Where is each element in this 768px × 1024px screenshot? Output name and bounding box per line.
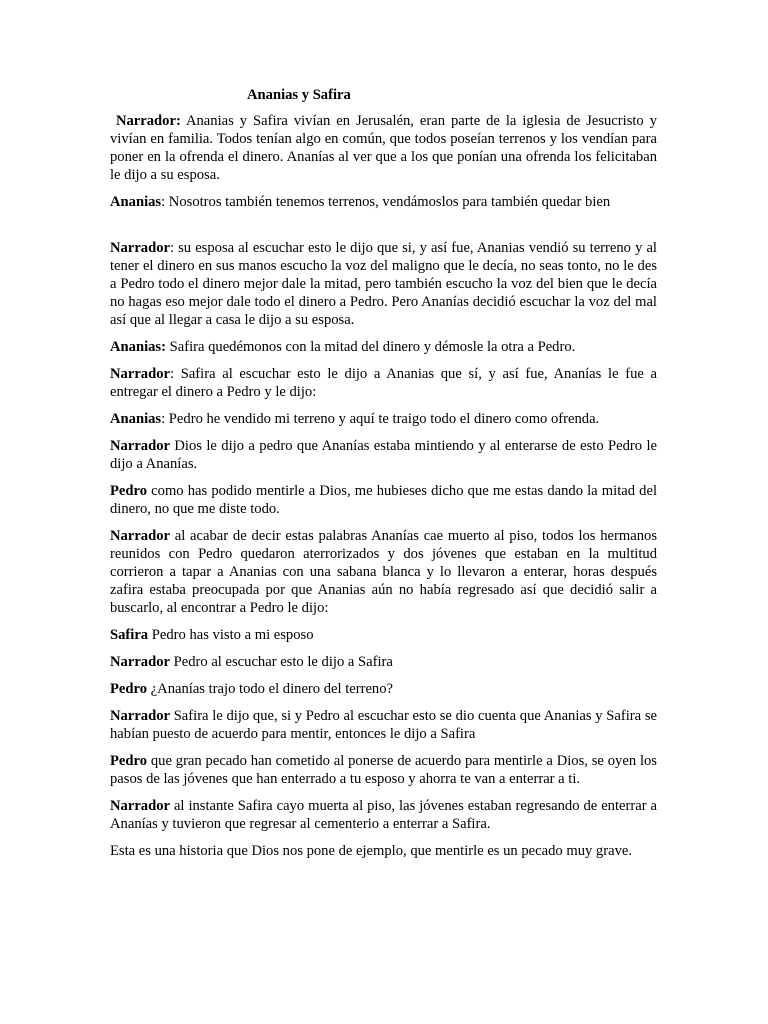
paragraph-text: como has podido mentirle a Dios, me hubieses dicho que me estas dando la mitad del dinero, no que me diste todo. xyxy=(110,483,657,517)
paragraph-11 xyxy=(110,653,657,671)
paragraph-8 xyxy=(110,482,657,518)
paragraph-12 xyxy=(110,680,657,698)
speaker-label: Pedro xyxy=(110,681,148,697)
paragraph-2 xyxy=(110,193,657,211)
paragraph-text: : Safira al escuchar esto le dijo a Ananias que sí, y así fue, Ananías le fue a entregar el dinero a Pedro y le dijo: xyxy=(110,366,657,400)
speaker-label: Narrador xyxy=(110,798,170,814)
speaker-label: Narrador xyxy=(110,366,170,382)
speaker-label: Ananias xyxy=(110,194,162,210)
paragraph-text: Ananias y Safira vivían en Jerusalén, eran parte de la iglesia de Jesucristo y vivían en familia. Todos tenían algo en común, que todos poseían terrenos y los vendían para poner en la ofrenda el dinero. Ananías al ver que a los que ponían una ofrenda los felicitaban le dijo a su esposa. xyxy=(110,113,657,183)
speaker-label: Narrador xyxy=(110,708,170,724)
paragraph-3 xyxy=(110,239,657,329)
paragraph-6 xyxy=(110,410,657,428)
paragraph-13 xyxy=(110,707,657,743)
paragraph-16 xyxy=(110,842,657,860)
paragraph-text: Safira le dijo que, si y Pedro al escuchar esto se dio cuenta que Ananias y Safira se habían puesto de acuerdo para mentir, entonces le dijo a Safira xyxy=(110,708,657,742)
paragraph-14 xyxy=(110,752,657,788)
speaker-label: Narrador xyxy=(110,438,170,454)
paragraph-text: : su esposa al escuchar esto le dijo que si, y así fue, Ananias vendió su terreno y al tener el dinero en sus manos escucho la voz del maligno que le decía, no seas tonto, no le des a Pedro todo el dinero mejor dale la mitad, pero también escucho la voz del bien que le decía no hagas eso mejor dale todo el dinero a Pedro. Pero Ananías decidió escuchar la voz del mal así que al llegar a casa le dijo a su esposa. xyxy=(110,240,657,328)
paragraph-9 xyxy=(110,527,657,617)
speaker-label: Narrador xyxy=(110,528,170,544)
paragraph-text: ¿Ananías trajo todo el dinero del terreno? xyxy=(147,681,394,697)
speaker-label: Pedro xyxy=(110,483,148,499)
paragraph-text: al acabar de decir estas palabras Ananías cae muerto al piso, todos los hermanos reunidos con Pedro quedaron aterrorizados y dos jóvenes que estaban en la multitud corrieron a tapar a Ananias con una sabana blanca y lo llevaron a enterar, horas después zafira estaba preocupada por que Ananias aún no había regresado así que decidió salir a buscarlo, al encontrar a Pedro le dijo: xyxy=(110,528,657,616)
speaker-label: Pedro xyxy=(110,753,148,769)
speaker-label: Narrador xyxy=(110,240,170,256)
speaker-label: Ananias xyxy=(110,411,162,427)
paragraph-1 xyxy=(110,112,657,184)
paragraph-5 xyxy=(110,365,657,401)
paragraph-text: Safira quedémonos con la mitad del dinero y démosle la otra a Pedro. xyxy=(165,339,576,355)
paragraph-text: : Nosotros también tenemos terrenos, vendámoslos para también quedar bien xyxy=(161,194,611,210)
paragraph-15 xyxy=(110,797,657,833)
speaker-label: Narrador: xyxy=(115,113,181,129)
paragraph-text: Pedro al escuchar esto le dijo a Safira xyxy=(169,654,393,670)
paragraph-7 xyxy=(110,437,657,473)
paragraph-text: Esta es una historia que Dios nos pone de ejemplo, que mentirle es un pecado muy grave. xyxy=(110,843,632,859)
paragraph-text: Dios le dijo a pedro que Ananías estaba mintiendo y al enterarse de esto Pedro le dijo a Ananías. xyxy=(110,438,657,472)
paragraph-text: : Pedro he vendido mi terreno y aquí te traigo todo el dinero como ofrenda. xyxy=(161,411,600,427)
paragraph-10 xyxy=(110,626,657,644)
document-title: Ananias y Safira xyxy=(247,87,351,103)
speaker-label: Safira xyxy=(110,627,149,643)
paragraph-text: al instante Safira cayo muerta al piso, las jóvenes estaban regresando de enterrar a Ananías y tuvieron que regresar al cementerio a enterrar a Safira. xyxy=(110,798,657,832)
paragraph-text: que gran pecado han cometido al ponerse de acuerdo para mentirle a Dios, se oyen los pasos de las jóvenes que han enterrado a tu esposo y ahorra te van a enterrar a ti. xyxy=(110,753,657,787)
speaker-label: Narrador xyxy=(110,654,170,670)
paragraph-text: Pedro has visto a mi esposo xyxy=(148,627,314,643)
paragraph-4 xyxy=(110,338,657,356)
speaker-label: Ananias: xyxy=(110,339,166,355)
document-page xyxy=(110,86,657,869)
